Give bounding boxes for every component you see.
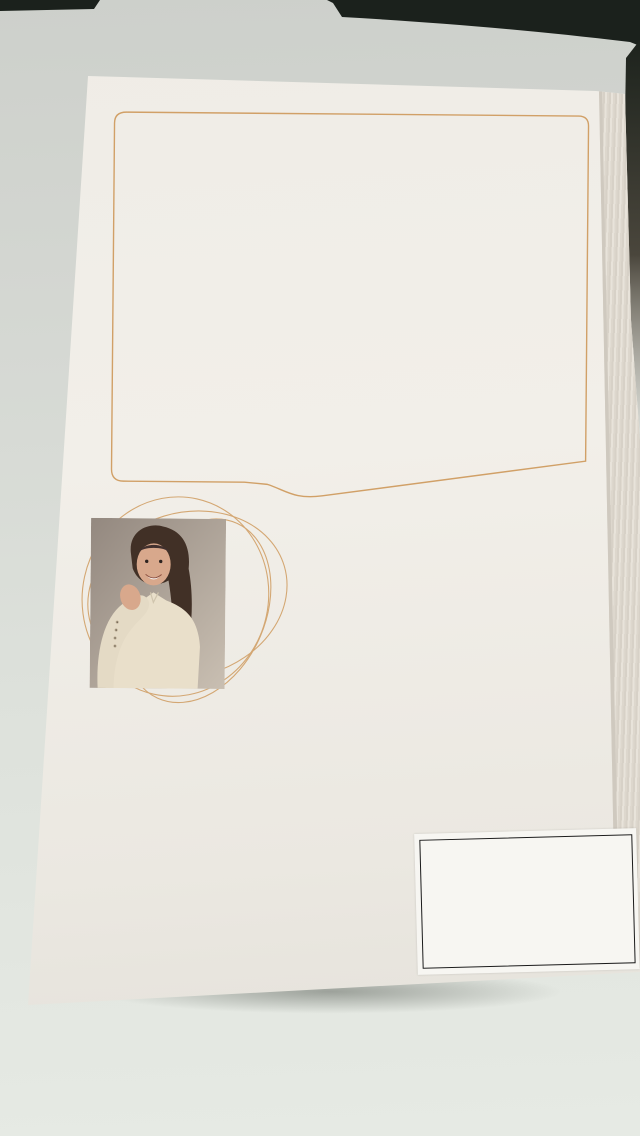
qr-code: [114, 885, 203, 974]
barcode-label: [414, 828, 640, 975]
datamatrix-code: [559, 841, 616, 898]
website-url: [39, 849, 249, 853]
price-addon-barcode: [562, 920, 619, 955]
publisher-logo-icon: [526, 844, 551, 869]
price-code: [560, 907, 618, 909]
ean-barcode: [432, 895, 553, 952]
barcode-label-border: [419, 834, 635, 969]
